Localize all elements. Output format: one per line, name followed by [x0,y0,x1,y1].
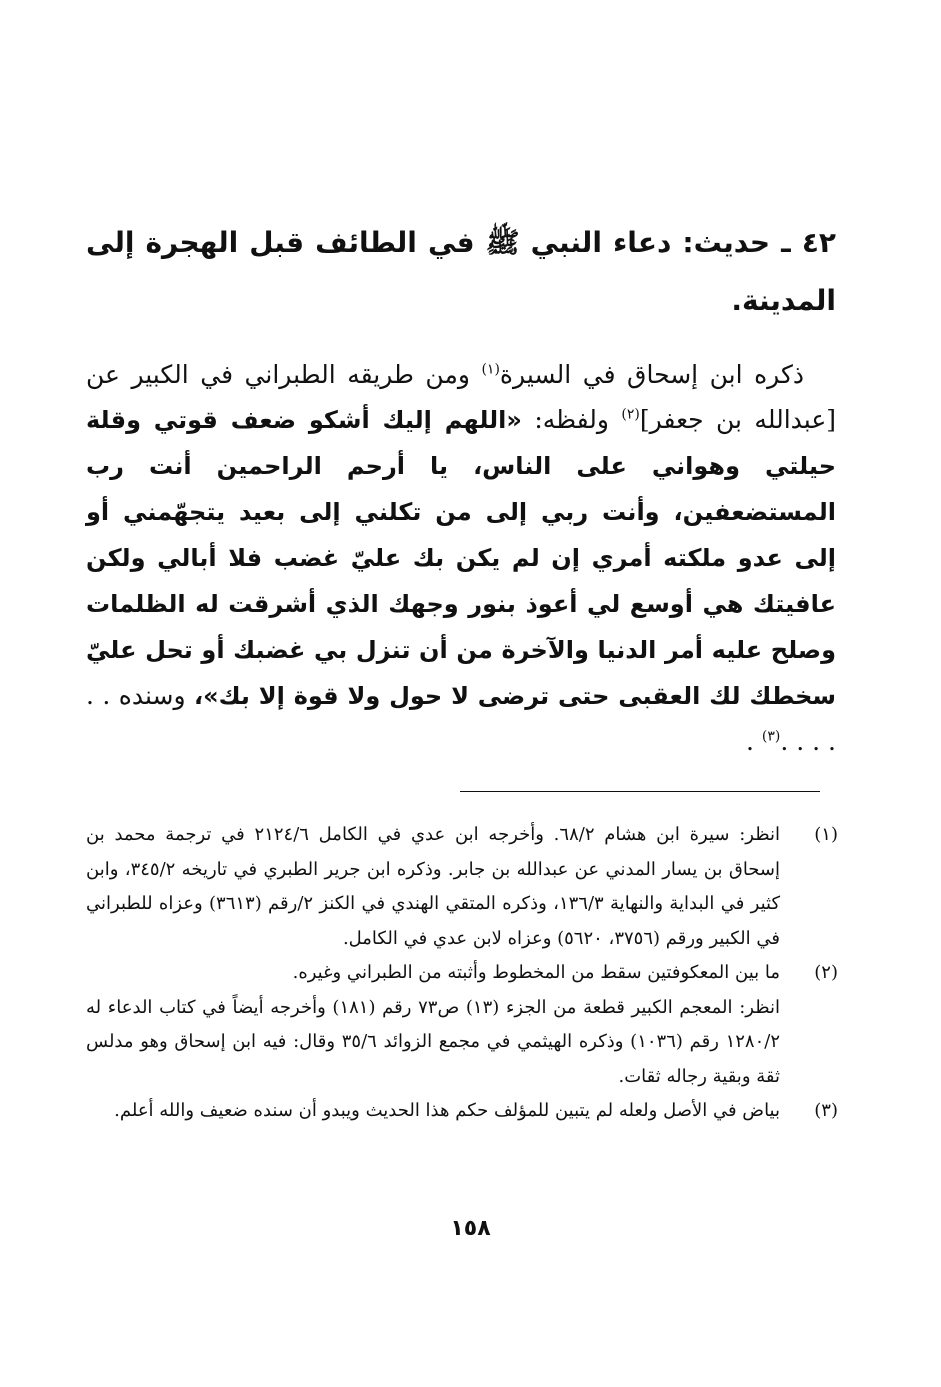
footnote-text: ما بين المعكوفتين سقط من المخطوط وأثبته من الطبراني وغيره. [292,962,780,983]
footnote-number: (١) [814,824,838,845]
footnote-1 [86,818,838,956]
page-number: ١٥٨ [450,1216,491,1241]
footnote-ref-3: (٣) [761,728,781,745]
intro-part-a: ذكره ابن إسحاق في السيرة [499,360,804,389]
footnote-number: (٣) [814,1100,838,1121]
sanad-text: وسنده . . . . . . [86,681,836,756]
footnote-number: (٢) [814,962,838,983]
footnote-text: بياض في الأصل ولعله لم يتبين للمؤلف حكم هذا الحديث ويبدو أن سنده ضعيف والله أعلم. [114,1100,780,1121]
footnote-2 [86,956,838,991]
main-text [86,352,836,764]
footnote-text: انظر: سيرة ابن هشام ٦٨/٢. وأخرجه ابن عدي في الكامل ٢١٢٤/٦ في ترجمة محمد بن إسحاق بن يسار المدني عن عبدالله بن جابر. وذكره ابن جرير الطبري في تاريخه ٣٤٥/٢، وابن كثير في البداية والنهاية ١٣٦/٣، وذكره المتقي الهندي في الكنز ٢/رقم (٣٦١٣) وعزاه للطبراني في الكبير ورقم (٣٧٥٦، ٥٦٢٠) وعزاه لابن عدي في الكامل. [86,824,781,949]
intro-part-b: ومن طريقه الطبراني في الكبير عن [عبدالله بن جعفر] [86,360,836,434]
footnote-2-continuation: انظر: المعجم الكبير قطعة من الجزء (١٣) ص٧٣ رقم (١٨١) وأخرجه أيضاً في كتاب الدعاء له ١٢٨٠/٢ رقم (١٠٣٦) وذكره الهيثمي في مجمع الزوائد ٣٥/٦ وقال: فيه ابن إسحاق وهو مدلس ثقة وبقية رجاله ثقات. [86,996,780,1087]
footnote-3 [86,1094,838,1129]
footnote-ref-2: (٢) [621,406,640,423]
sanad-end: . [745,727,762,756]
hadith-heading: ٤٢ ـ حديث: دعاء النبي ﷺ في الطائف قبل الهجرة إلى المدينة. [86,226,836,317]
footnote-separator [460,791,820,792]
footnote-ref-1: (١) [481,361,500,378]
footnotes [86,818,838,1129]
hadith-text: «اللهم إليك أشكو ضعف قوتي وقلة حيلتي وهواني على الناس، يا أرحم الراحمين أنت رب المستضعفين، وأنت ربي إلى من تكلني إلى بعيد يتجهّمني أو إلى عدو ملكته أمري إن لم يكن بك عليّ غضب فلا أبالي ولكن عافيتك هي أوسع لي أعوذ بنور وجهك الذي أشرقت له الظلمات وصلح عليه أمر الدنيا والآخرة من أن تنزل بي غضبك أو تحل عليّ سخطك لك العقبى حتى ترضى لا حول ولا قوة إلا بك»، [86,406,836,710]
intro-part-c: ولفظه: [521,405,622,434]
